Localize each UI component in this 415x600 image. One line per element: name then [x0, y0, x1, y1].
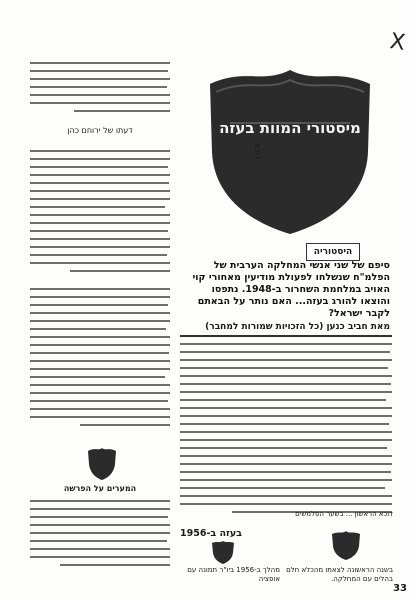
- emblem-middle: [210, 540, 236, 566]
- left-top-signature: דעתו של ירוחם כהן: [67, 126, 133, 135]
- left-top-text: [30, 62, 170, 124]
- emblem-left: [85, 446, 119, 482]
- left-mid-text: [30, 150, 170, 280]
- right-body-text: [180, 335, 392, 525]
- page-number: 33: [393, 583, 407, 594]
- subheadline: סיפם של שני אנשי המחלקה הערבית של הפלמ"ח שנשלחו לפעולת מודיעין מאחורי קוי האויב במלחמת השחרור ב-1948. נתפסו והוצאו להורג בעזה... האם נותר על הבאתם לקבר ישראל?: [192, 260, 390, 319]
- year-label: בעזה ב-1956: [180, 528, 242, 539]
- left-bottom-text: [30, 500, 170, 580]
- left-mid-caption: המערים על הפרשה: [63, 484, 137, 493]
- emblem-right-caption: דוכא הראשון ... בשער הפלמשים: [295, 510, 393, 518]
- byline: מאת חביב כנען (כל הזכויות שמורות למחבר): [205, 322, 390, 332]
- emblem-right: [330, 530, 362, 562]
- bottom-caption-right: בשנה הראשונה לצאתו מהכלא חלם בהלים עם המחלקה.: [286, 566, 393, 583]
- corner-mark: X: [388, 29, 407, 56]
- bottom-caption-mid: מהלך ב-1956 ביו"ר תמונה עם אופציה: [187, 566, 280, 583]
- photo-caption: דוכא: [253, 143, 262, 160]
- section-label: היסטוריה: [306, 243, 360, 261]
- left-lower-text: [30, 288, 170, 438]
- title-logo-text: מיסטורי המוות בעזה: [219, 119, 361, 137]
